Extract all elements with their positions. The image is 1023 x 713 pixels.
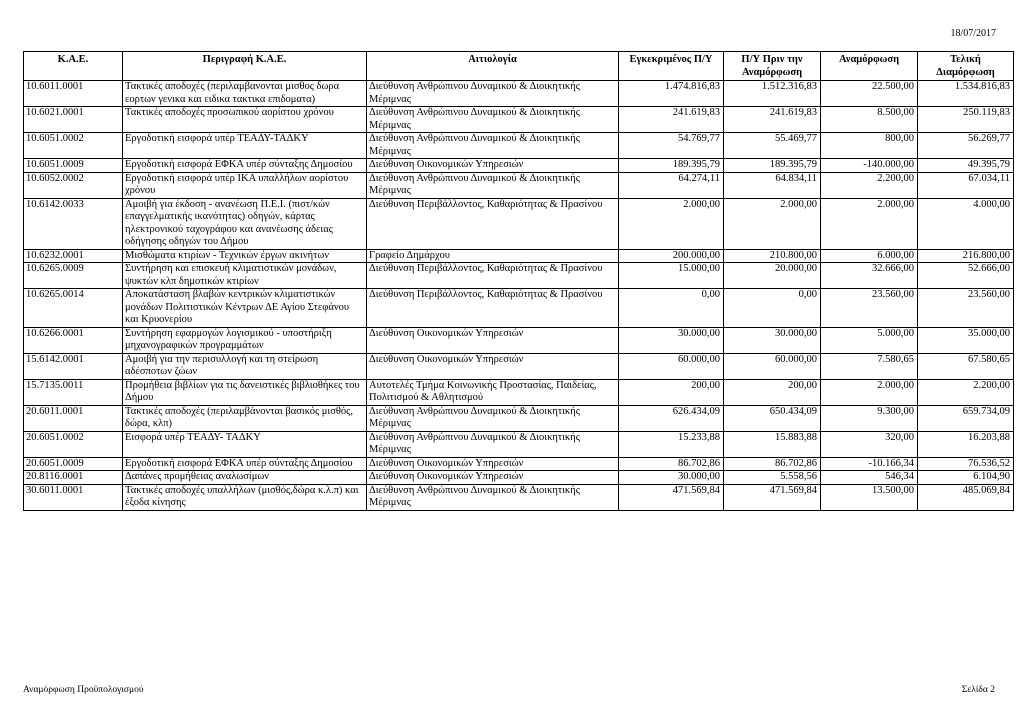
cell-before: 55.469,77 (724, 133, 821, 159)
cell-approved: 189.395,79 (619, 159, 724, 173)
cell-before: 0,00 (724, 289, 821, 328)
cell-reason: Διεύθυνση Ανθρώπινου Δυναμικού & Διοικητικής Μέριμνας (367, 107, 619, 133)
cell-reason: Διεύθυνση Περιβάλλοντος, Καθαριότητας & Πρασίνου (367, 289, 619, 328)
cell-approved: 1.474.816,83 (619, 81, 724, 107)
cell-kae: 20.6051.0009 (24, 457, 123, 471)
cell-approved: 54.769,77 (619, 133, 724, 159)
cell-final: 2.200,00 (918, 379, 1014, 405)
table-row (24, 289, 1014, 328)
cell-approved: 241.619,83 (619, 107, 724, 133)
cell-adjustment: 2.200,00 (821, 172, 918, 198)
table-row (24, 81, 1014, 107)
cell-description: Τακτικές αποδοχές υπαλλήλων (μισθός,δώρα κ.λ.π) και έξοδα κίνησης (123, 484, 367, 510)
cell-kae: 10.6052.0002 (24, 172, 123, 198)
cell-final: 659.734,09 (918, 405, 1014, 431)
table-row (24, 107, 1014, 133)
cell-adjustment: 23.560,00 (821, 289, 918, 328)
cell-reason: Διεύθυνση Οικονομικών Υπηρεσιών (367, 353, 619, 379)
cell-approved: 0,00 (619, 289, 724, 328)
cell-final: 56.269,77 (918, 133, 1014, 159)
table-row (24, 431, 1014, 457)
cell-reason: Διεύθυνση Οικονομικών Υπηρεσιών (367, 159, 619, 173)
cell-kae: 10.6142.0033 (24, 198, 123, 249)
cell-before: 5.558,56 (724, 471, 821, 485)
table-row (24, 133, 1014, 159)
cell-kae: 10.6021.0001 (24, 107, 123, 133)
cell-reason: Διεύθυνση Ανθρώπινου Δυναμικού & Διοικητικής Μέριμνας (367, 431, 619, 457)
cell-before: 650.434,09 (724, 405, 821, 431)
cell-final: 67.034,11 (918, 172, 1014, 198)
cell-kae: 20.8116.0001 (24, 471, 123, 485)
cell-approved: 200,00 (619, 379, 724, 405)
cell-before: 20.000,00 (724, 263, 821, 289)
cell-reason: Διεύθυνση Ανθρώπινου Δυναμικού & Διοικητικής Μέριμνας (367, 133, 619, 159)
cell-reason: Διεύθυνση Ανθρώπινου Δυναμικού & Διοικητικής Μέριμνας (367, 172, 619, 198)
cell-final: 1.534.816,83 (918, 81, 1014, 107)
cell-kae: 15.6142.0001 (24, 353, 123, 379)
cell-description: Προμήθεια βιβλίων για τις δανειστικές βιβλιοθήκες του Δήμου (123, 379, 367, 405)
cell-approved: 30.000,00 (619, 471, 724, 485)
cell-approved: 60.000,00 (619, 353, 724, 379)
cell-adjustment: 2.000,00 (821, 198, 918, 249)
cell-description: Εργοδοτική εισφορά ΕΦΚΑ υπέρ σύνταξης Δημοσίου (123, 159, 367, 173)
cell-kae: 20.6011.0001 (24, 405, 123, 431)
column-header-before: Π/Υ Πριν την Αναμόρφωση (724, 52, 821, 81)
cell-description: Συντήρηση εφαρμογών λογισμικού - υποστήριξη μηχανογραφικών προγραμμάτων (123, 327, 367, 353)
cell-description: Αμοιβή για την περισυλλογή και τη στείρωση αδέσποτων ζώων (123, 353, 367, 379)
column-header-adjustment: Αναμόρφωση (821, 52, 918, 81)
cell-before: 86.702,86 (724, 457, 821, 471)
cell-kae: 30.6011.0001 (24, 484, 123, 510)
cell-before: 30.000,00 (724, 327, 821, 353)
table-row (24, 353, 1014, 379)
cell-final: 216.800,00 (918, 249, 1014, 263)
cell-final: 76.536,52 (918, 457, 1014, 471)
cell-adjustment: 546,34 (821, 471, 918, 485)
cell-reason: Διεύθυνση Περιβάλλοντος, Καθαριότητας & Πρασίνου (367, 198, 619, 249)
cell-reason: Διεύθυνση Οικονομικών Υπηρεσιών (367, 457, 619, 471)
cell-adjustment: 8.500,00 (821, 107, 918, 133)
cell-description: Τακτικές αποδοχές (περιλαμβάνονται βασικός μισθός, δώρα, κλπ) (123, 405, 367, 431)
table-row (24, 471, 1014, 485)
cell-final: 67.580,65 (918, 353, 1014, 379)
table-row (24, 198, 1014, 249)
cell-description: Εργοδοτική εισφορά υπέρ ΤΕΑΔΥ-ΤΑΔΚΥ (123, 133, 367, 159)
cell-before: 60.000,00 (724, 353, 821, 379)
cell-before: 1.512.316,83 (724, 81, 821, 107)
cell-kae: 10.6051.0002 (24, 133, 123, 159)
cell-adjustment: 2.000,00 (821, 379, 918, 405)
table-row (24, 379, 1014, 405)
table-row (24, 484, 1014, 510)
cell-before: 15.883,88 (724, 431, 821, 457)
table-row (24, 457, 1014, 471)
table-body (24, 81, 1014, 511)
column-header-kae: Κ.Α.Ε. (24, 52, 123, 81)
cell-adjustment: 22.500,00 (821, 81, 918, 107)
cell-description: Τακτικές αποδοχές προσωπικού αορίστου χρόνου (123, 107, 367, 133)
cell-adjustment: 7.580,65 (821, 353, 918, 379)
cell-before: 2.000,00 (724, 198, 821, 249)
cell-final: 16.203,88 (918, 431, 1014, 457)
cell-before: 471.569,84 (724, 484, 821, 510)
column-header-final: Τελική Διαμόρφωση (918, 52, 1014, 81)
cell-approved: 15.000,00 (619, 263, 724, 289)
cell-kae: 10.6265.0014 (24, 289, 123, 328)
cell-kae: 15.7135.0011 (24, 379, 123, 405)
cell-adjustment: 6.000,00 (821, 249, 918, 263)
cell-approved: 64.274,11 (619, 172, 724, 198)
cell-approved: 471.569,84 (619, 484, 724, 510)
cell-approved: 30.000,00 (619, 327, 724, 353)
page-number: Σελίδα 2 (961, 685, 995, 695)
column-header-approved: Εγκεκριμένος Π/Υ (619, 52, 724, 81)
cell-description: Τακτικές αποδοχές (περιλαμβανονται μισθος δωρα εορτων γενικα και ειδικα τακτικα επιδοματα) (123, 81, 367, 107)
cell-description: Δαπάνες προμήθειας αναλωσίμων (123, 471, 367, 485)
cell-reason: Διεύθυνση Περιβάλλοντος, Καθαριότητας & Πρασίνου (367, 263, 619, 289)
cell-before: 200,00 (724, 379, 821, 405)
cell-approved: 15.233,88 (619, 431, 724, 457)
cell-adjustment: 13.500,00 (821, 484, 918, 510)
cell-before: 189.395,79 (724, 159, 821, 173)
table-row (24, 327, 1014, 353)
table-header-row (24, 52, 1014, 81)
cell-adjustment: -140.000,00 (821, 159, 918, 173)
document-date: 18/07/2017 (950, 28, 996, 39)
cell-reason: Διεύθυνση Ανθρώπινου Δυναμικού & Διοικητικής Μέριμνας (367, 81, 619, 107)
cell-final: 6.104,90 (918, 471, 1014, 485)
cell-reason: Αυτοτελές Τμήμα Κοινωνικής Προστασίας, Παιδείας, Πολιτισμού & Αθλητισμού (367, 379, 619, 405)
table-row (24, 159, 1014, 173)
cell-final: 4.000,00 (918, 198, 1014, 249)
cell-kae: 10.6051.0009 (24, 159, 123, 173)
cell-kae: 10.6232.0001 (24, 249, 123, 263)
footer-title: Αναμόρφωση Προϋπολογισμού (23, 685, 144, 695)
cell-description: Εισφορά υπέρ ΤΕΑΔΥ- ΤΑΔΚΥ (123, 431, 367, 457)
cell-before: 210.800,00 (724, 249, 821, 263)
cell-final: 49.395,79 (918, 159, 1014, 173)
cell-adjustment: 5.000,00 (821, 327, 918, 353)
cell-description: Συντήρηση και επισκευή κλιματιστικών μονάδων, ψυκτών κλπ δημοτικών κτιρίων (123, 263, 367, 289)
cell-description: Εργοδοτική εισφορά ΕΦΚΑ υπέρ σύνταξης Δημοσίου (123, 457, 367, 471)
cell-description: Εργοδοτική εισφορά υπέρ ΙΚΑ υπαλλήλων αορίστου χρόνου (123, 172, 367, 198)
budget-table (23, 51, 1014, 511)
cell-kae: 10.6266.0001 (24, 327, 123, 353)
cell-reason: Διεύθυνση Οικονομικών Υπηρεσιών (367, 327, 619, 353)
cell-reason: Διεύθυνση Ανθρώπινου Δυναμικού & Διοικητικής Μέριμνας (367, 405, 619, 431)
cell-kae: 20.6051.0002 (24, 431, 123, 457)
column-header-reason: Αιτιολογία (367, 52, 619, 81)
cell-description: Αποκατάσταση βλαβών κεντρικών κλιματιστικών μονάδων Πολιτιστικών Κέντρων ΔΕ Αγίου Στεφάνου και Κρυονερίου (123, 289, 367, 328)
cell-adjustment: 9.300,00 (821, 405, 918, 431)
table-row (24, 249, 1014, 263)
cell-approved: 200.000,00 (619, 249, 724, 263)
cell-final: 485.069,84 (918, 484, 1014, 510)
cell-approved: 626.434,09 (619, 405, 724, 431)
cell-adjustment: 320,00 (821, 431, 918, 457)
table-row (24, 405, 1014, 431)
cell-description: Μισθώματα κτιρίων - Τεχνικών έργων ακινήτων (123, 249, 367, 263)
cell-reason: Διεύθυνση Οικονομικών Υπηρεσιών (367, 471, 619, 485)
cell-before: 64.834,11 (724, 172, 821, 198)
cell-final: 52.666,00 (918, 263, 1014, 289)
cell-before: 241.619,83 (724, 107, 821, 133)
cell-kae: 10.6265.0009 (24, 263, 123, 289)
table-row (24, 263, 1014, 289)
cell-final: 23.560,00 (918, 289, 1014, 328)
cell-approved: 86.702,86 (619, 457, 724, 471)
cell-final: 250.119,83 (918, 107, 1014, 133)
cell-reason: Γραφείο Δημάρχου (367, 249, 619, 263)
cell-final: 35.000,00 (918, 327, 1014, 353)
cell-adjustment: 32.666,00 (821, 263, 918, 289)
cell-adjustment: 800,00 (821, 133, 918, 159)
cell-adjustment: -10.166,34 (821, 457, 918, 471)
table-row (24, 172, 1014, 198)
cell-reason: Διεύθυνση Ανθρώπινου Δυναμικού & Διοικητικής Μέριμνας (367, 484, 619, 510)
cell-approved: 2.000,00 (619, 198, 724, 249)
cell-kae: 10.6011.0001 (24, 81, 123, 107)
cell-description: Αμοιβή για έκδοση - ανανέωση Π.Ε.Ι. (πιστ/κών επαγγελματικής ικανότητας) οδηγών, κάρτας ηλεκτρονικού ταχογράφου και ανανέωσης άδειας οδήγησης οδηγών του Δήμου (123, 198, 367, 249)
column-header-description: Περιγραφή Κ.Α.Ε. (123, 52, 367, 81)
